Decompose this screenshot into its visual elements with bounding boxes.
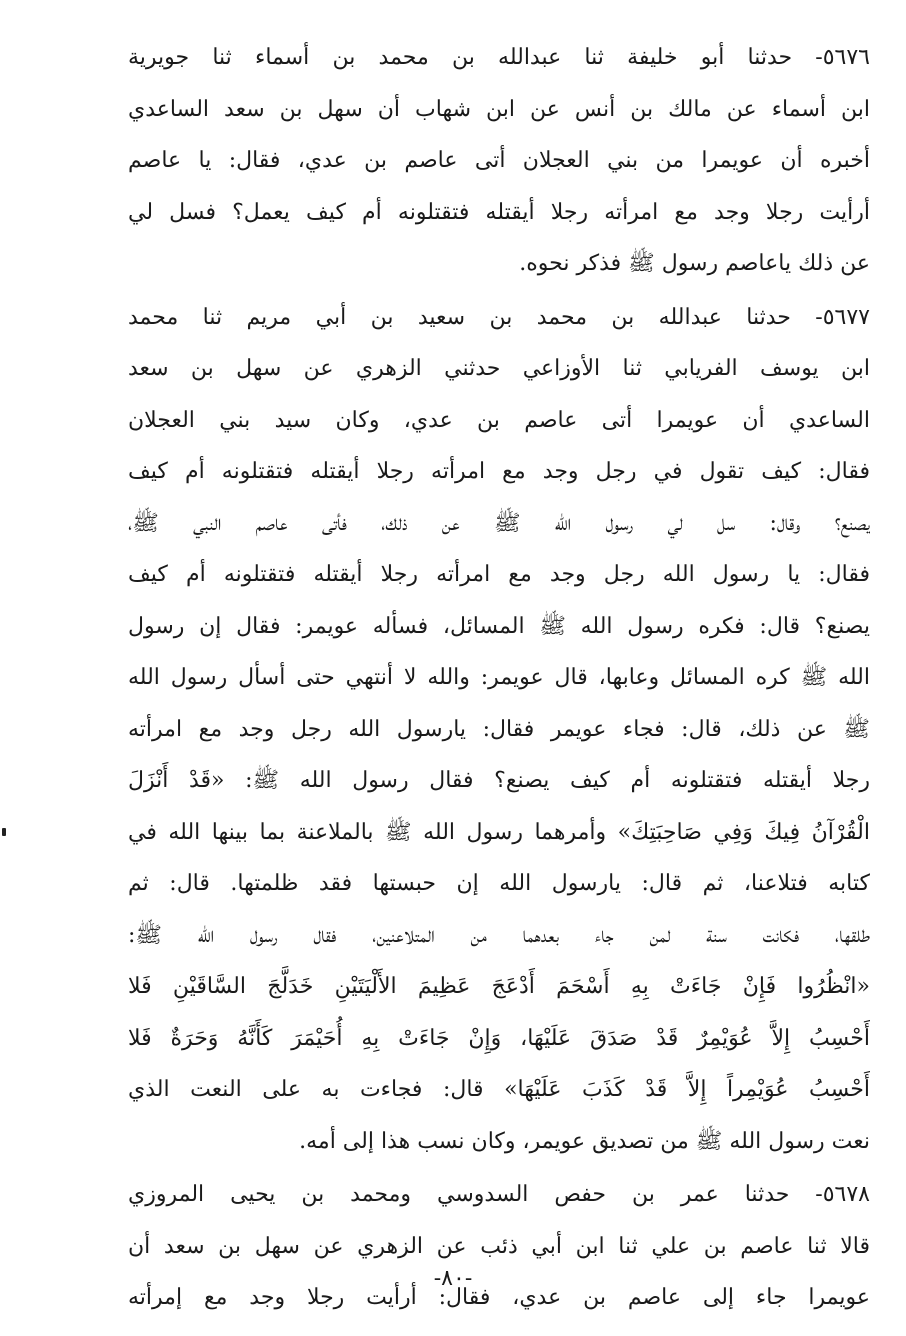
text-line: الساعدي أن عويمرا أتى عاصم بن عدي، وكان سيد بني العجلان (128, 407, 870, 433)
text-line: الْقُرْآنُ فِيكَ وَفِي صَاحِبَتِكَ» وأمرهما رسول الله ﷺ بالملاعنة بما بينها الله في (128, 819, 870, 845)
hadith-text-block (128, 30, 870, 1324)
text-line: ابن يوسف الفريابي ثنا الأوزاعي حدثني الزهري عن سهل بن سعد (128, 356, 870, 381)
text-line: أَحْسِبُ عُوَيْمِراً إِلاَّ قَدْ كَذَبَ عَلَيْهَا» قال: فجاءت به على النعت الذي (128, 1077, 870, 1102)
text-line: أرأيت رجلا وجد مع امرأته رجلا أيقتله فتقتلونه أم كيف يعمل؟ فسل لي (128, 199, 870, 225)
text-line: رجلا أيقتله فتقتلونه أم كيف يصنع؟ فقال رسول الله ﷺ: «قَدْ أَنْزَلَ (128, 768, 870, 793)
text-line: أخبره أن عويمرا من بني العجلان أتى عاصم بن عدي، فقال: يا عاصم (128, 148, 870, 173)
page-number: -٨٠- (433, 1266, 473, 1291)
text-line: فقال: كيف تقول في رجل وجد مع امرأته رجلا أيقتله فتقتلونه أم كيف (128, 459, 870, 484)
text-line: يصنع؟ قال: فكره رسول الله ﷺ المسائل، فسأله عويمر: فقال إن رسول (128, 613, 870, 639)
hadith-heading-line: ٥٦٧٧- حدثنا عبدالله بن محمد بن سعيد بن أبي مريم ثنا محمد (128, 304, 870, 330)
text-line: عويمرا جاء إلى عاصم بن عدي، فقال: أرأيت رجلا وجد مع إمرأته (128, 1285, 870, 1310)
text-line: أَحْسِبُ إِلاَّ عُوَيْمِرٌ قَدْ صَدَقَ عَلَيْهَا، وَإِنْ جَاءَتْ بِهِ أُحَيْمَرَ كَأَنَّهُ وَحَرَةٌ فَلا (128, 1025, 870, 1051)
text-line: طلقها، فكانت سنة لمن جاء بعدهما من المتلاعنين، فقال رسول الله ﷺ: (128, 922, 870, 948)
text-line: فقال: يا رسول الله رجل وجد مع امرأته رجلا أيقتله فتقتلونه أم كيف (128, 562, 870, 587)
hadith-heading-line: ٥٦٧٦- حدثنا أبو خليفة ثنا عبدالله بن محمد بن أسماء ثنا جويرية (128, 45, 870, 70)
text-line: ابن أسماء عن مالك بن أنس عن ابن شهاب أن سهل بن سعد الساعدي (128, 96, 870, 122)
text-line: عن ذلك ياعاصم رسول ﷺ فذكر نحوه. (519, 251, 870, 276)
text-line: الله ﷺ كره المسائل وعابها، قال عويمر: والله لا أنتهي حتى أسأل رسول الله (128, 665, 870, 690)
hadith-heading-line: ٥٦٧٨- حدثنا عمر بن حفص السدوسي ومحمد بن يحيى المروزي (128, 1182, 870, 1207)
text-line: نعت رسول الله ﷺ من تصديق عويمر، وكان نسب هذا إلى أمه. (299, 1128, 870, 1154)
text-line: يصنع؟ وقال: سل لي رسول الله ﷺ عن ذلك، فأتى عاصم النبي ﷺ، (128, 510, 870, 536)
text-line: «انْظُرُوا فَإِنْ جَاءَتْ بِهِ أَسْحَمَ أَدْعَجَ عَظِيمَ الأَلْيَتَيْنِ خَدَلَّجَ السَّاقَيْنِ فَلا (128, 974, 870, 999)
text-line: قالا ثنا عاصم بن علي ثنا ابن أبي ذئب عن الزهري عن سهل بن سعد أن (128, 1233, 870, 1259)
text-line: كتابه فتلاعنا، ثم قال: يارسول الله إن حبستها فقد ظلمتها. قال: ثم (128, 871, 870, 896)
scan-edge-mark (2, 828, 6, 836)
text-line: ﷺ عن ذلك، قال: فجاء عويمر فقال: يارسول الله رجل وجد مع امرأته (128, 716, 870, 742)
